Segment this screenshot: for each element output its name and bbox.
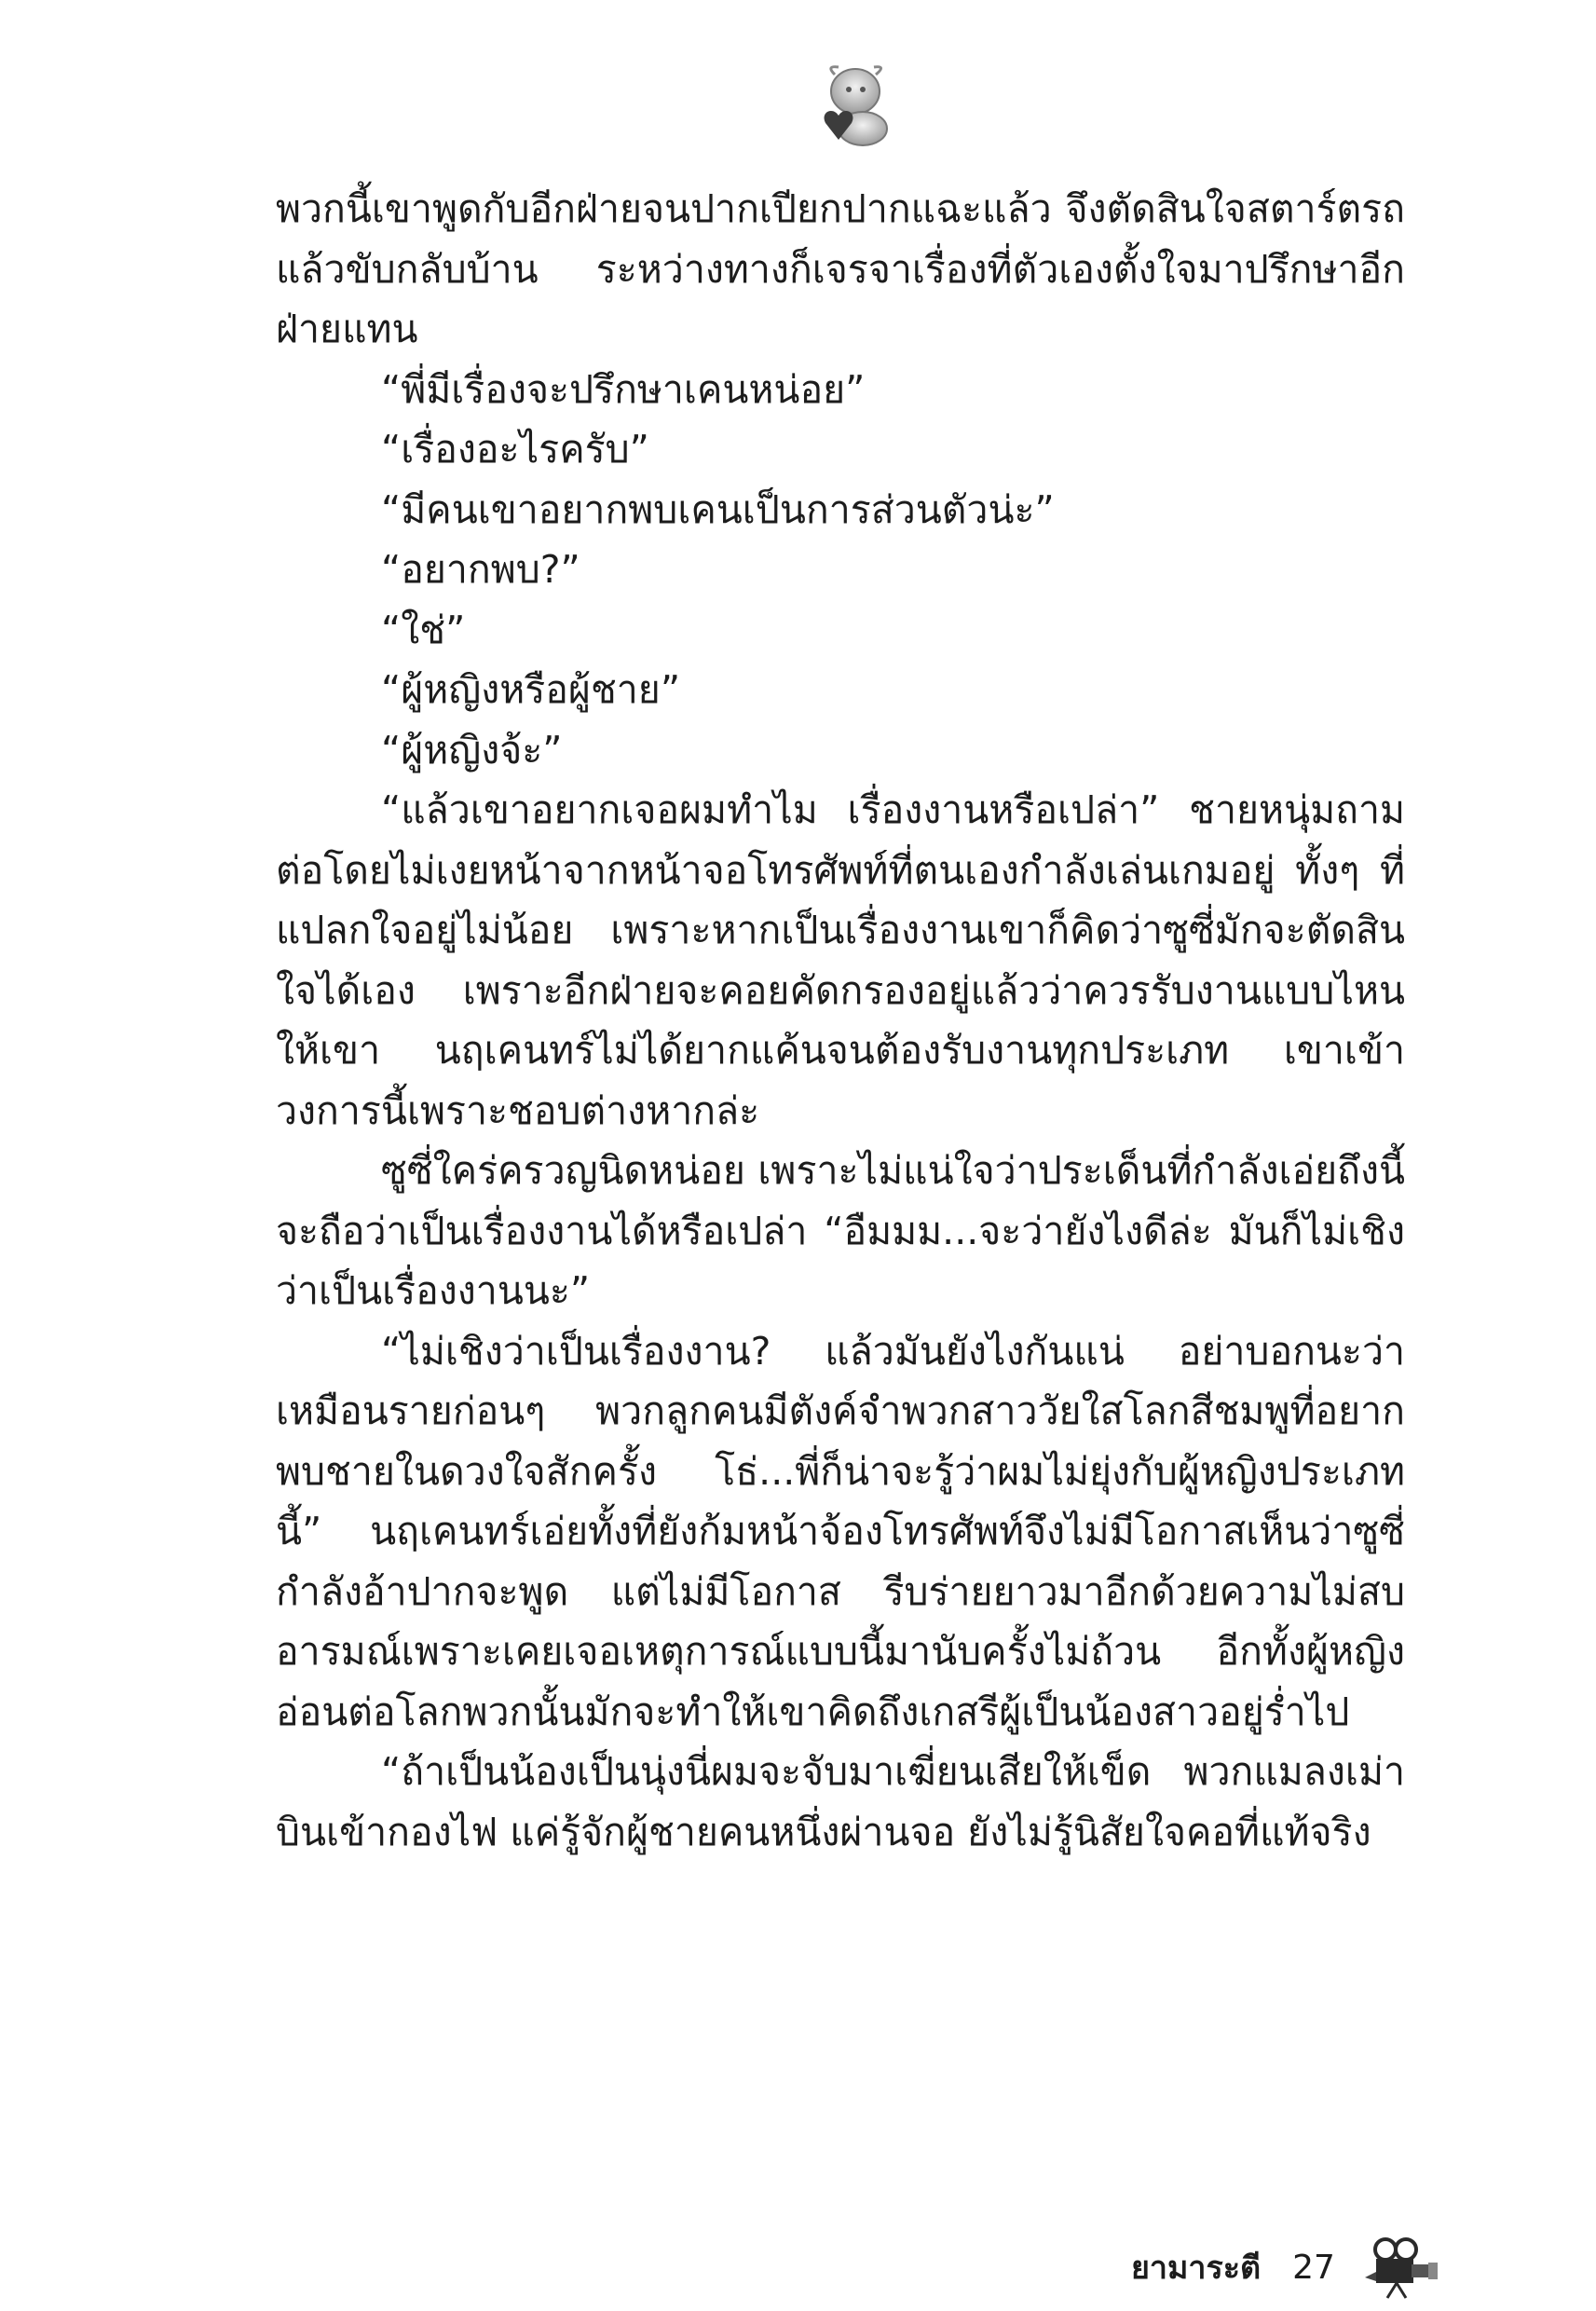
cupid-heart-icon (798, 47, 909, 158)
dialog-line: “ผู้หญิงหรือผู้ชาย” (381, 667, 681, 712)
paragraph: “แล้วเขาอยากเจอผมทำไม เรื่องงานหรือเปล่า” ชายหนุ่มถามต่อโดยไม่เงยหน้าจากหน้าจอโทรศัพท์ที่ตนเองกำลังเล่นเกมอยู่ ทั้งๆ ที่แปลกใจอยู่ไม่น้อย เพราะหากเป็นเรื่องงานเขาก็คิดว่าซูซี่มักจะตัดสินใจได้เอง เพราะอีกฝ่ายจะคอยคัดกรองอยู่แล้วว่าควรรับงานแบบไหนให้เขา นฤเคนทร์ไม่ได้ยากแค้นจนต้องรับงานทุกประเภท เขาเข้าวงการนี้เพราะชอบต่างหากล่ะ (276, 787, 1405, 1133)
film-camera-icon (1359, 2235, 1445, 2300)
book-page-body (276, 179, 1405, 1862)
dialog-line: “ใช่” (381, 607, 466, 652)
paragraph: พวกนี้เขาพูดกับอีกฝ่ายจนปากเปียกปากแฉะแล้ว จึงตัดสินใจสตาร์ตรถแล้วขับกลับบ้าน ระหว่างทางก็เจรจาเรื่องที่ตัวเองตั้งใจมาปรึกษาอีกฝ่ายแทน (276, 186, 1405, 351)
page-footer (1131, 2235, 1445, 2300)
page-number: 27 (1292, 2248, 1335, 2287)
paragraph: ซูซี่ใคร่ครวญนิดหน่อย เพราะไม่แน่ใจว่าประเด็นที่กำลังเอ่ยถึงนี้จะถือว่าเป็นเรื่องงานได้หรือเปล่า “อืมมม...จะว่ายังไงดีล่ะ มันก็ไม่เชิงว่าเป็นเรื่องงานนะ” (276, 1148, 1405, 1313)
book-title: ยามาระตี (1131, 2249, 1262, 2287)
dialog-line: “มีคนเขาอยากพบเคนเป็นการส่วนตัวน่ะ” (381, 486, 1055, 532)
dialog-line: “อยากพบ?” (381, 547, 580, 592)
dialog-line: “ผู้หญิงจ้ะ” (381, 727, 563, 773)
dialog-line: “พี่มีเรื่องจะปรึกษาเคนหน่อย” (381, 366, 866, 412)
paragraph: “ถ้าเป็นน้องเป็นนุ่งนี่ผมจะจับมาเฆี่ยนเสียให้เข็ด พวกแมลงเม่าบินเข้ากองไฟ แค่รู้จักผู้ชายคนหนึ่งผ่านจอ ยังไม่รู้นิสัยใจคอที่แท้จริง (276, 1749, 1405, 1854)
dialog-line: “เรื่องอะไรครับ” (381, 427, 649, 472)
paragraph: “ไม่เชิงว่าเป็นเรื่องงาน? แล้วมันยังไงกันแน่ อย่าบอกนะว่าเหมือนรายก่อนๆ พวกลูกคนมีตังค์จำพวกสาววัยใสโลกสีชมพูที่อยากพบชายในดวงใจสักครั้ง โธ่...พี่ก็น่าจะรู้ว่าผมไม่ยุ่งกับผู้หญิงประเภทนี้” นฤเคนทร์เอ่ยทั้งที่ยังก้มหน้าจ้องโทรศัพท์จึงไม่มีโอกาสเห็นว่าซูซี่กำลังอ้าปากจะพูด แต่ไม่มีโอกาส รีบร่ายยาวมาอีกด้วยความไม่สบอารมณ์เพราะเคยเจอเหตุการณ์แบบนี้มานับครั้งไม่ถ้วน อีกทั้งผู้หญิงอ่อนต่อโลกพวกนั้นมักจะทำให้เขาคิดถึงเกสรีผู้เป็นน้องสาวอยู่ร่ำไป (276, 1328, 1405, 1734)
